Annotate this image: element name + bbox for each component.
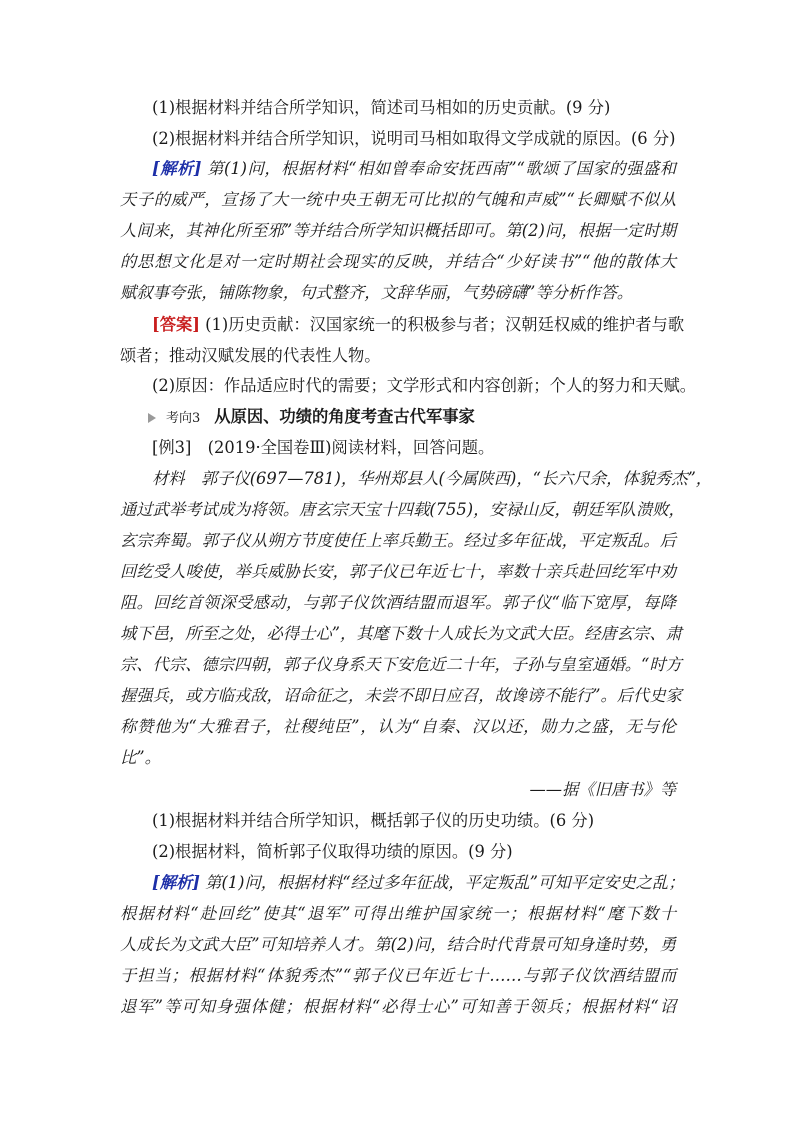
analysis-3-line: 人成长为文武大臣”可知培养人才。第(2)问，结合时代背景可知身逢时势，勇 [120,935,676,954]
triangle-marker-icon [148,413,156,423]
material-line: 阻。回纥首领深受感动，与郭子仪饮酒结盟而退军。郭子仪“临下宽厚，每降 [120,593,676,612]
topic-label: 考向3 [166,411,201,426]
material-line: 回纥受人唆使，举兵威胁长安，郭子仪已年近七十，率数十亲兵赴回纥军中劝 [120,562,676,581]
analysis-1-line: 赋叙事夸张，铺陈物象，句式整齐，文辞华丽，气势磅礴”等分析作答。 [120,283,634,302]
material-line: 材料 郭子仪(697—781)，华州郑县人(今属陕西)，“长六尺余，体貌秀杰”， [152,469,713,488]
question-1: (1)根据材料并结合所学知识，简述司马相如的历史贡献。(9 分) [152,98,611,117]
material-line: 通过武举考试成为将领。唐玄宗天宝十四载(755)，安禄山反，朝廷军队溃败， [120,500,685,519]
answer-1-line: (2)原因：作品适应时代的需要；文学形式和内容创新；个人的努力和天赋。 [152,376,697,395]
material-line: 握强兵，或方临戎敌，诏命征之，未尝不即日应召，故谗谤不能行”。后代史家 [120,686,682,705]
analysis-1-first-line: [解析] 第(1)问，根据材料“相如曾奉命安抚西南”“歌颂了国家的强盛和 [152,159,676,178]
analysis-tag: [解析] [152,873,200,892]
analysis-3-line: 根据材料“赴回纥”使其“退军”可得出维护国家统一；根据材料“麾下数十 [120,904,676,923]
material-line: 称赞他为“大雅君子，社稷纯臣”，认为“自秦、汉以还，勋力之盛，无与伦 [120,717,676,736]
topic-title: 从原因、功绩的角度考查古代军事家 [214,407,475,426]
material-line: 比”。 [120,748,161,767]
material-line: 玄宗奔蜀。郭子仪从朔方节度使任上率兵勤王。经过多年征战，平定叛乱。后 [120,531,676,550]
question-1: (1)根据材料并结合所学知识，概括郭子仪的历史功绩。(6 分) [152,811,595,830]
analysis-1-line: 人间来，其神化所至邪”等并结合所学知识概括即可。第(2)问，根据一定时期 [120,221,676,240]
topic-heading [138,406,676,430]
analysis-3-line: 于担当；根据材料“体貌秀杰”“郭子仪已年近七十……与郭子仪饮酒结盟而 [120,966,676,985]
question-2: (2)根据材料并结合所学知识，说明司马相如取得文学成就的原因。(6 分) [152,129,676,148]
material-line: 宗、代宗、德宗四朝，郭子仪身系天下安危近二十年，子孙与皇室通婚。“时方 [120,655,682,674]
analysis-tag: [解析] [152,159,202,178]
example-line: [例3] (2019·全国卷Ⅲ)阅读材料，回答问题。 [152,438,495,457]
analysis-3-first-line: [解析] 第(1)问，根据材料“经过多年征战，平定叛乱”可知平定安史之乱； [152,873,685,892]
answer-1-first-line: [答案] (1)历史贡献：汉国家统一的积极参与者；汉朝廷权威的维护者与歌 [152,315,685,334]
answer-tag: [答案] [152,315,200,334]
analysis-3-line: 退军”等可知身强体健；根据材料“必得士心”可知善于领兵；根据材料“诏 [120,997,676,1016]
analysis-1-line: 天子的威严，宣扬了大一统中央王朝无可比拟的气魄和声威”“长卿赋不似从 [120,190,676,209]
material-line: 城下邑，所至之处，必得士心”，其麾下数十人成长为文武大臣。经唐玄宗、肃 [120,624,682,643]
analysis-1-line: 的思想文化是对一定时期社会现实的反映，并结合“少好读书”“他的散体大 [120,252,676,271]
material-source: ——据《旧唐书》等 [529,780,676,799]
answer-1-line: 颂者；推动汉赋发展的代表性人物。 [120,346,381,365]
example-label: [例3] [152,438,192,457]
question-2: (2)根据材料，简析郭子仪取得功绩的原因。(9 分) [152,842,513,861]
